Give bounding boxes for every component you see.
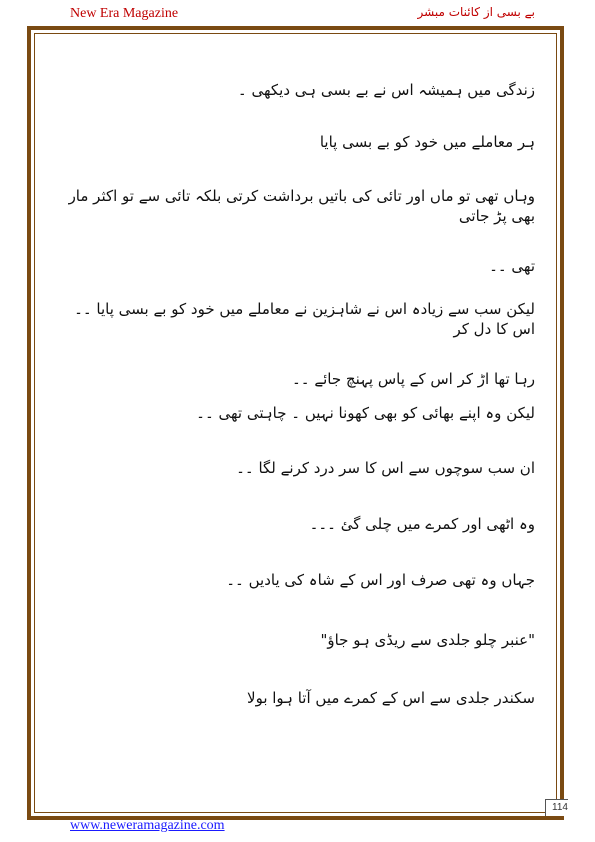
paragraph-line: لیکن سب سے زیادہ اس نے شاہزین نے معاملے میں خود کو بے بسی پایا ۔۔ اس کا دل کر (74, 300, 535, 338)
paragraph-2 (320, 132, 535, 152)
paragraph-line: سکندر جلدی سے اس کے کمرے میں آتا ہوا بولا (247, 689, 535, 707)
paragraph-10 (247, 688, 535, 708)
paragraph-line: تھی ۔۔ (489, 257, 535, 275)
website-link[interactable]: www.neweramagazine.com (70, 818, 225, 833)
paragraph-7 (310, 514, 535, 534)
paragraph-6 (236, 458, 535, 478)
paragraph-line: وہاں تھی تو ماں اور تائی کی باتیں برداشت کرتی بلکہ تائی سے تو اکثر مار بھی پڑ جاتی (68, 187, 535, 225)
paragraph-line: جہاں وہ تھی صرف اور اس کے شاہ کی یادیں ۔۔ (226, 571, 535, 589)
paragraph-line: وہ اٹھی اور کمرے میں چلی گئ ۔۔۔ (309, 515, 535, 533)
paragraph-line: زندگی میں ہمیشہ اس نے بے بسی ہی دیکھی ۔ (237, 81, 535, 99)
paragraph-3 (65, 186, 535, 276)
page-number: 114 (545, 799, 568, 816)
paragraph-line: "عنبر چلو جلدی سے ریڈی ہو جاؤ" (320, 631, 535, 649)
paragraph-line: رہا تھا اڑ کر اس کے پاس پہنچ جائے ۔۔ (291, 370, 535, 388)
paragraph-1 (238, 80, 535, 100)
paragraph-line: ہر معاملے میں خود کو بے بسی پایا (319, 133, 535, 151)
story-title: بے بسی از کائنات مبشر (417, 5, 535, 19)
paragraph-line: ان سب سوچوں سے اس کا سر درد کرنے لگا ۔۔ (236, 459, 535, 477)
paragraph-8 (226, 570, 535, 590)
paragraph-5 (196, 403, 535, 423)
magazine-name: New Era Magazine (70, 6, 179, 21)
paragraph-4 (65, 299, 535, 389)
paragraph-line: لیکن وہ اپنے بھائی کو بھی کھونا نہیں ۔ چاہتی تھی ۔۔ (196, 404, 535, 422)
paragraph-9 (320, 630, 535, 650)
